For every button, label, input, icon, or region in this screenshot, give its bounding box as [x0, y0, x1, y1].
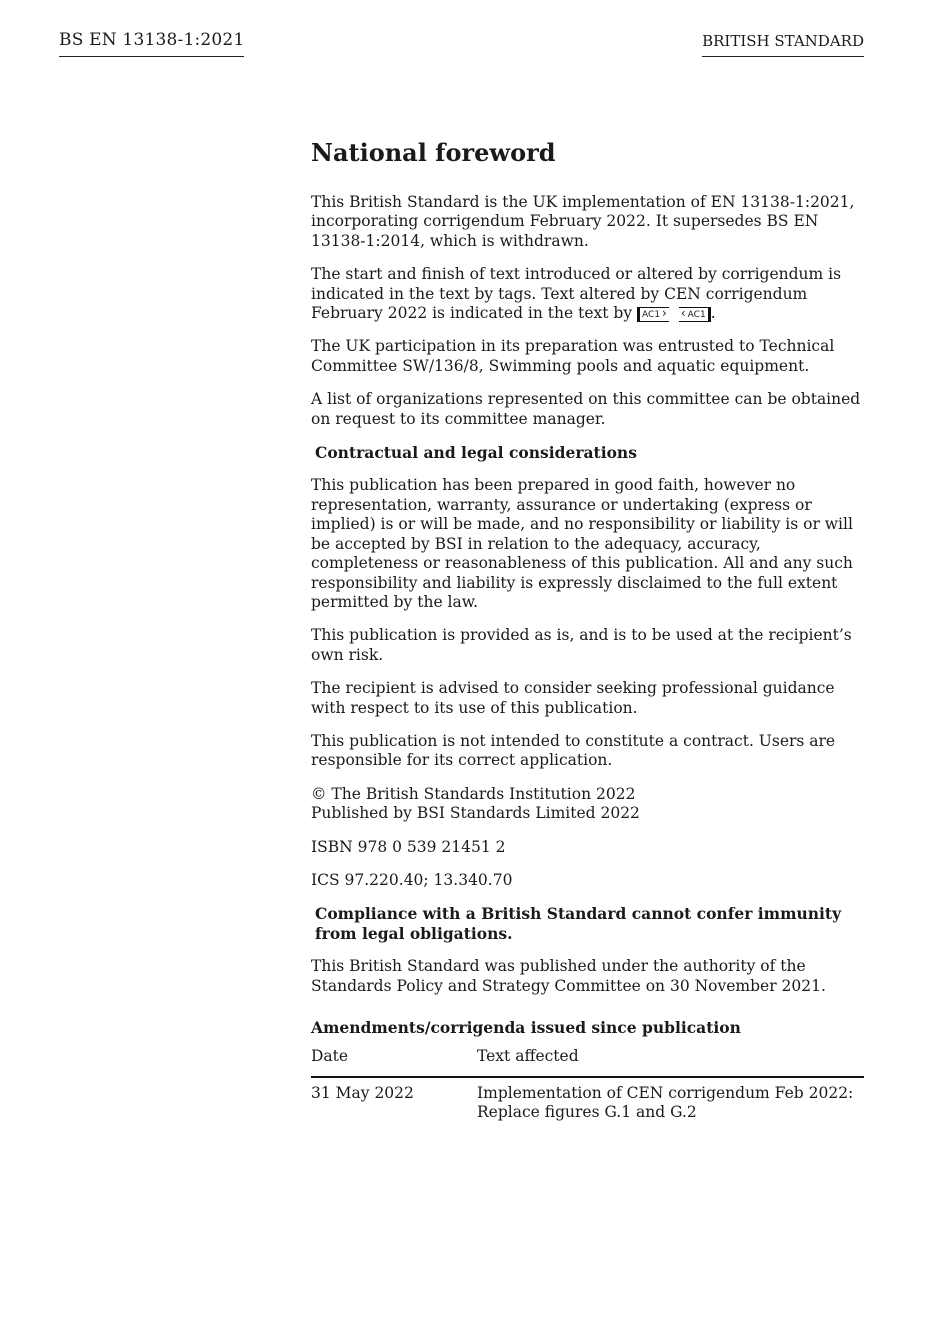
- corrigendum-close-tag: ‹ AC1: [679, 307, 711, 322]
- corrigendum-end: .: [710, 304, 716, 323]
- document-id: BS EN 13138-1:2021: [59, 30, 244, 57]
- corrigendum-text: The start and finish of text introduced or altered by corrigendum is indicated in the text by tags. Text altered by CEN corrigendum February 2022 is indicated in the text by: [311, 265, 842, 323]
- amendment-date: 31 May 2022: [311, 1083, 414, 1102]
- amendment-text-line: Replace figures G.1 and G.2: [477, 1103, 697, 1122]
- amendments-table: [311, 1047, 864, 1122]
- amendment-text-line: Implementation of CEN corrigendum Feb 2022:: [477, 1083, 854, 1102]
- compliance-notice: Compliance with a British Standard cannot confer immunity from legal obligations.: [315, 904, 842, 943]
- amendment-text: [477, 1077, 864, 1123]
- contract-heading: Contractual and legal considerations: [315, 443, 637, 463]
- paragraph-authority: This British Standard was published under the authority of the Standards Policy and Strategy Committee on 30 November 2021.: [311, 957, 826, 995]
- page-title: National foreword: [311, 138, 556, 167]
- paragraph-committee: The UK participation in its preparation was entrusted to Technical Committee SW/136/8, Swimming pools and aquatic equipment.: [311, 337, 835, 375]
- column-header-date: Date: [311, 1047, 477, 1076]
- copyright-line: © The British Standards Institution 2022: [311, 784, 636, 803]
- paragraph-risk: This publication is provided as is, and is to be used at the recipient’s own risk.: [311, 626, 852, 664]
- paragraph-contract: This publication is not intended to constitute a contract. Users are responsible for its correct application.: [311, 731, 836, 770]
- copyright-block: [311, 785, 864, 824]
- paragraph-implementation: This British Standard is the UK implementation of EN 13138-1:2021, incorporating corrigendum February 2022. It supersedes BS EN 13138-1:2014, which is withdrawn.: [311, 193, 855, 250]
- isbn: ISBN 978 0 539 21451 2: [311, 837, 506, 856]
- paragraph-corrigendum-tags: [311, 265, 864, 323]
- national-foreword: [311, 138, 864, 1123]
- amendments-heading: Amendments/corrigenda issued since publication: [311, 1018, 741, 1037]
- corrigendum-open-tag: AC1 ›: [637, 307, 669, 322]
- column-header-text-affected: Text affected: [477, 1047, 864, 1076]
- paragraph-guidance: The recipient is advised to consider seeking professional guidance with respect to its use of this publication.: [311, 679, 835, 717]
- paragraph-organizations: A list of organizations represented on this committee can be obtained on request to its committee manager.: [311, 390, 861, 428]
- table-header-row: [311, 1047, 864, 1076]
- ics: ICS 97.220.40; 13.340.70: [311, 870, 513, 889]
- paragraph-disclaimer: This publication has been prepared in good faith, however no representation, warranty, assurance or undertaking (express or implied) is or will be made, and no responsibility or liability is or will be accepted by BSI in relation to the adequacy, accuracy, completeness or reasonableness of this publication. All and any such responsibility and liability is expressly disclaimed to the full extent permitted by the law.: [311, 476, 853, 611]
- table-row: [311, 1077, 864, 1123]
- document-series: BRITISH STANDARD: [702, 32, 864, 57]
- publisher-line: Published by BSI Standards Limited 2022: [311, 804, 640, 823]
